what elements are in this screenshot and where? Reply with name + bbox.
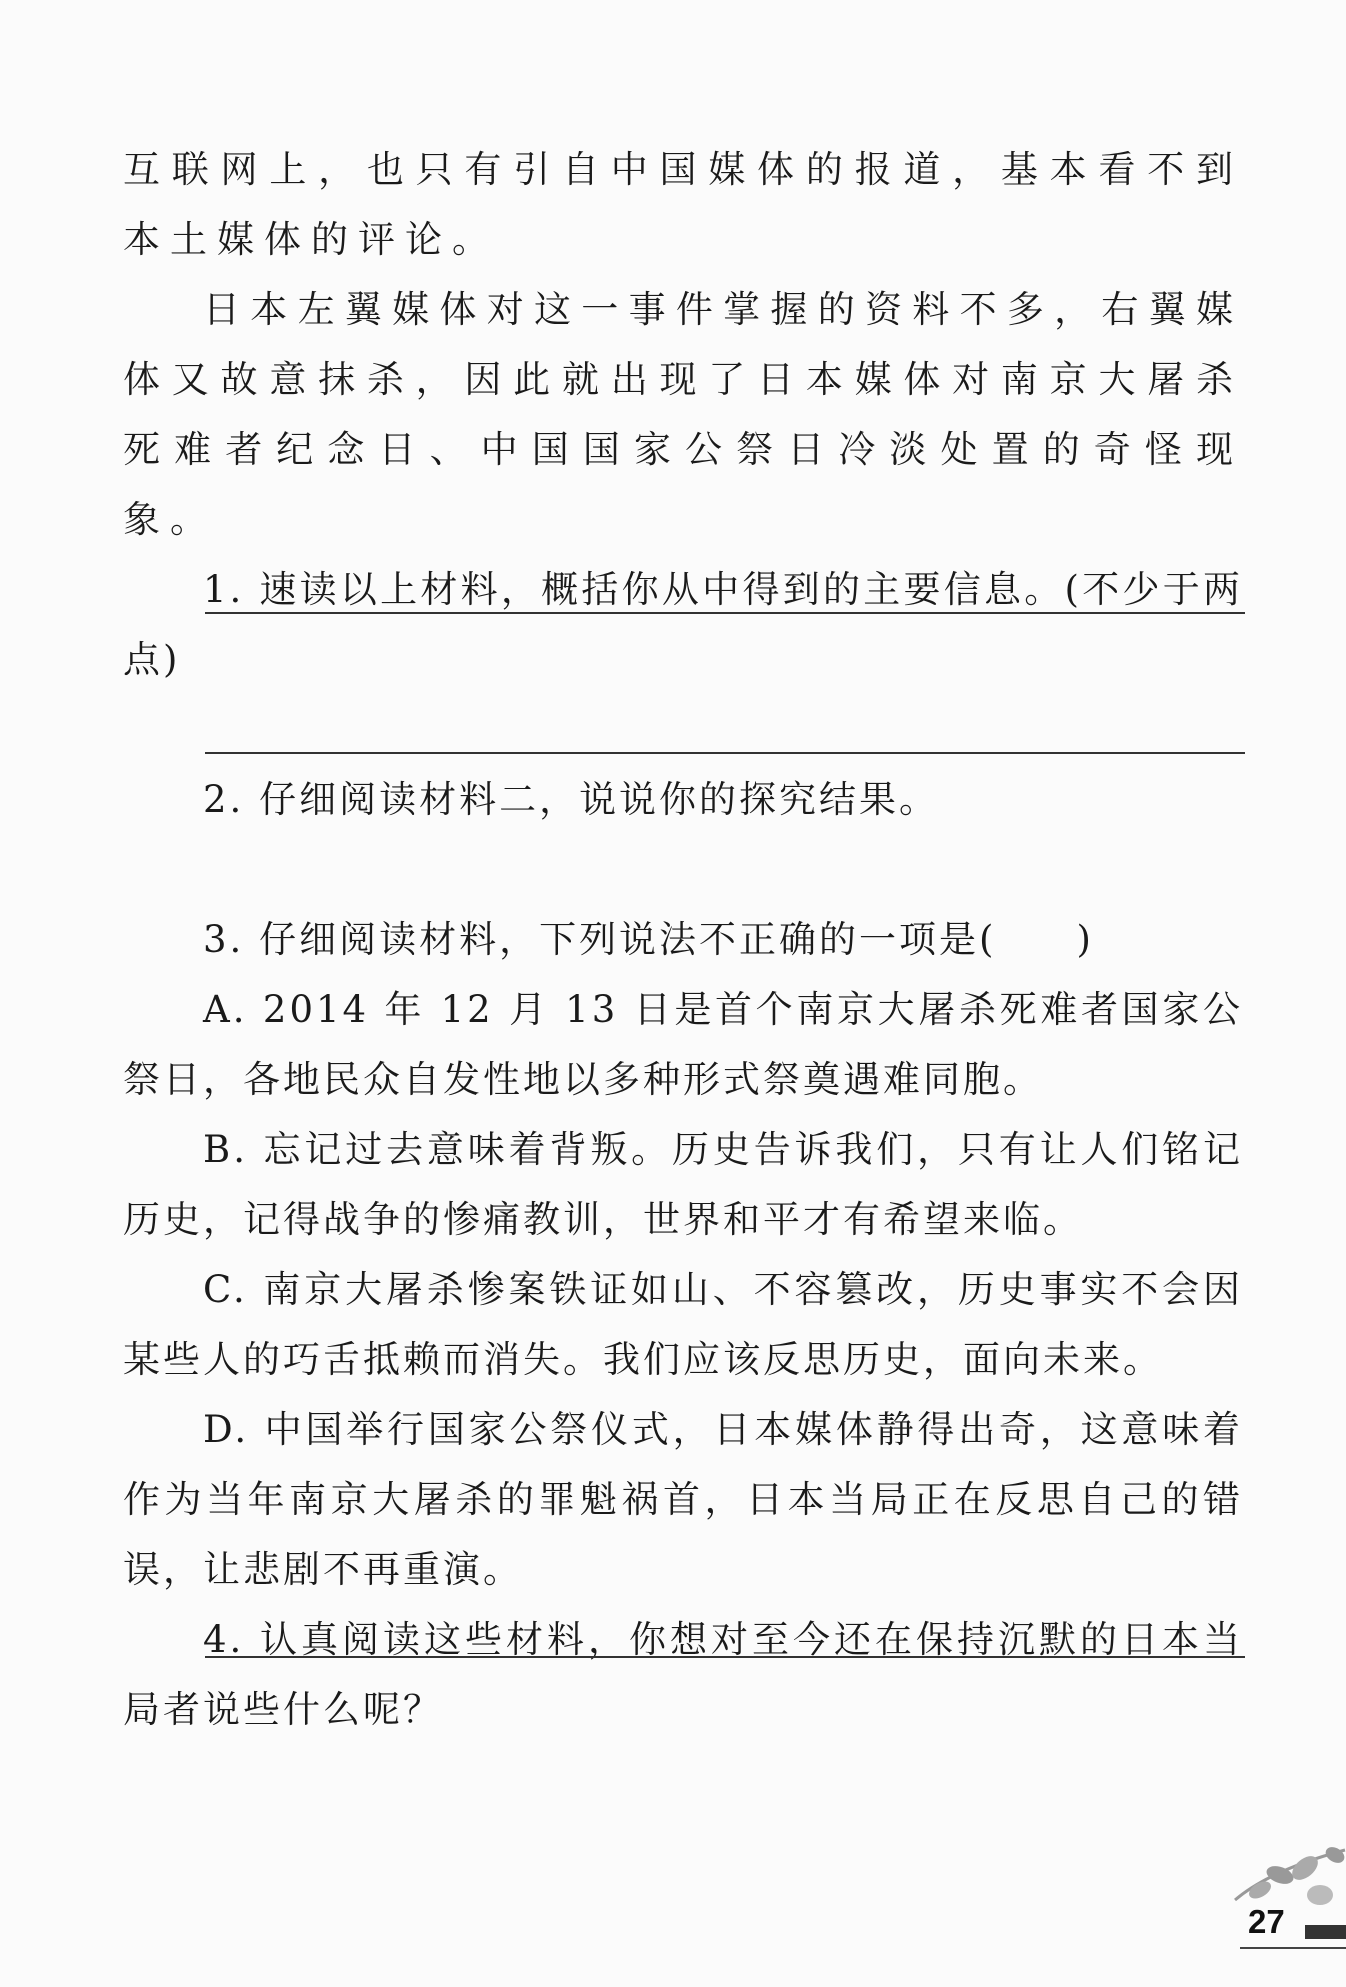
leaf-decoration-icon bbox=[1225, 1830, 1346, 1930]
answer-line-q4[interactable] bbox=[205, 1656, 1245, 1658]
question-3: 3. 仔细阅读材料，下列说法不正确的一项是( ) bbox=[203, 918, 1094, 961]
question-3-option-b: B. 忘记过去意味着背叛。历史告诉我们，只有让人们铭记历史，记得战争的惨痛教训，世界和平才有希望来临。 bbox=[123, 1128, 1243, 1241]
page-number: 27 bbox=[1248, 1903, 1285, 1940]
page-number-underline bbox=[1240, 1947, 1346, 1949]
question-4: 4. 认真阅读这些材料，你想对至今还在保持沉默的日本当局者说些什么呢？ bbox=[123, 1618, 1243, 1731]
question-3-option-a: A. 2014 年 12 月 13 日是首个南京大屠杀死难者国家公祭日，各地民众自发性地以多种形式祭奠遇难同胞。 bbox=[123, 988, 1243, 1101]
question-3-option-d: D. 中国举行国家公祭仪式，日本媒体静得出奇，这意味着作为当年南京大屠杀的罪魁祸首，日本当局正在反思自己的错误，让悲剧不再重演。 bbox=[123, 1408, 1243, 1591]
page-content bbox=[123, 135, 1243, 1745]
material-paragraph-2: 日本左翼媒体对这一事件掌握的资料不多，右翼媒体又故意抹杀，因此就出现了日本媒体对南京大屠杀死难者纪念日、中国国家公祭日冷淡处置的奇怪现象。 bbox=[123, 288, 1243, 541]
answer-line-q2[interactable] bbox=[205, 752, 1245, 754]
question-3-option-c: C. 南京大屠杀惨案铁证如山、不容篡改，历史事实不会因某些人的巧舌抵赖而消失。我们应该反思历史，面向未来。 bbox=[123, 1268, 1243, 1381]
answer-line-q1[interactable] bbox=[205, 612, 1245, 614]
material-paragraph-1: 互联网上，也只有引自中国媒体的报道，基本看不到本土媒体的评论。 bbox=[123, 148, 1243, 261]
question-2: 2. 仔细阅读材料二，说说你的探究结果。 bbox=[203, 778, 940, 821]
page-number-bar bbox=[1305, 1925, 1346, 1939]
question-1: 1. 速读以上材料，概括你从中得到的主要信息。(不少于两点) bbox=[123, 568, 1243, 681]
